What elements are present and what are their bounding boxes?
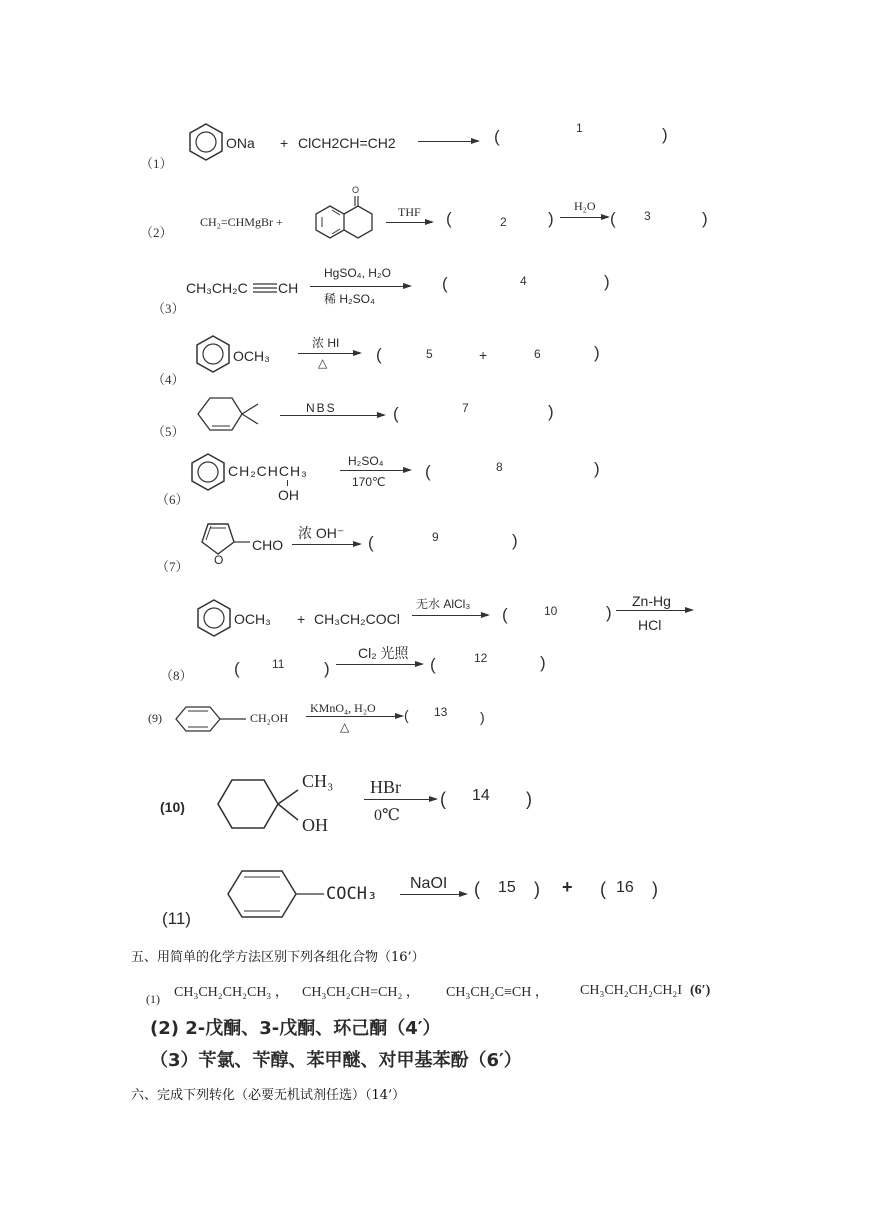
reaction-arrow	[310, 286, 410, 287]
reaction-label: （7）	[156, 559, 189, 574]
section-heading: 五、用简单的化学方法区别下列各组化合物（16’）	[131, 950, 425, 965]
answer-blank-15: 15	[498, 879, 516, 896]
compound-butyne: CH₃CH₂C≡CH ，	[446, 985, 549, 1000]
reactant-1: CH₂OH	[250, 711, 289, 725]
reaction-label: （2）	[140, 225, 173, 240]
plus-sign: +	[297, 611, 306, 627]
close-paren: )	[652, 879, 658, 899]
open-paren: (	[494, 127, 500, 146]
reagent-above-2: Zn-Hg	[632, 593, 671, 609]
answer-blank-6: 6	[534, 347, 541, 361]
reagent-above: NBS	[306, 401, 337, 415]
close-paren: )	[702, 209, 708, 228]
reaction-arrow	[418, 141, 478, 142]
open-paren: (	[446, 209, 452, 228]
reaction-label: （8）	[160, 668, 193, 683]
reaction-arrow	[400, 894, 466, 895]
reaction-label: （5）	[152, 424, 185, 439]
reactant-1-top: CH₃	[302, 771, 334, 791]
section-heading: 六、完成下列转化（必要无机试剂任选）（14’）	[131, 1088, 406, 1103]
reagent-above-1: THF	[398, 205, 421, 219]
plus-sign: +	[479, 347, 488, 363]
reaction-arrow	[616, 610, 692, 611]
reactant-1: ONa	[226, 135, 255, 151]
reagent-above: 浓 HI	[312, 336, 340, 350]
question-1-points: (6′)	[690, 983, 711, 998]
triple-bond-icon	[253, 282, 277, 294]
ring-atom: O	[214, 553, 224, 567]
open-paren: (	[234, 659, 240, 678]
reaction-arrow	[306, 716, 402, 717]
compound-butane: CH₃CH₂CH₂CH₃ ，	[174, 985, 289, 1000]
close-paren: )	[548, 209, 554, 228]
open-paren: (	[442, 274, 448, 293]
reaction-arrow	[364, 799, 436, 800]
close-paren: )	[540, 653, 546, 672]
reactant-1-bottom: OH	[302, 815, 328, 835]
answer-blank-5: 5	[426, 347, 433, 361]
oh-bond	[287, 480, 288, 486]
reaction-label: （3）	[152, 301, 185, 316]
answer-blank-3: 3	[644, 209, 651, 223]
question-1-label: (1)	[146, 992, 160, 1006]
answer-blank-7: 7	[462, 401, 469, 415]
reagent-above: HBr	[370, 777, 401, 797]
open-paren: (	[404, 707, 409, 723]
question-3: （3）苄氯、苄醇、苯甲醚、对甲基苯酚（6′）	[150, 1050, 522, 1071]
reaction-label: (9)	[148, 711, 162, 725]
open-paren: (	[368, 533, 374, 552]
plus-sign: +	[280, 135, 289, 151]
reagent-below: 稀 H₂SO₄	[324, 292, 375, 306]
answer-blank-4: 4	[520, 274, 527, 288]
reaction-label: (10)	[160, 799, 185, 815]
close-paren: )	[594, 343, 600, 362]
tetralone-structure-icon	[314, 185, 386, 244]
answer-blank-9: 9	[432, 530, 439, 544]
question-2: (2) 2-戊酮、3-戊酮、环己酮（4′）	[150, 1018, 441, 1039]
compound-iodobutane: CH₃CH₂CH₂CH₂I	[580, 983, 682, 998]
benzene-ring-icon	[176, 704, 246, 734]
answer-blank-11: 11	[272, 657, 285, 671]
close-paren: )	[604, 272, 610, 291]
svg-text:O: O	[352, 185, 360, 195]
reagent-below: △	[318, 356, 328, 370]
reaction-arrow	[280, 415, 384, 416]
open-paren: (	[610, 209, 616, 228]
open-paren: (	[474, 879, 480, 899]
reagent-below: 0℃	[374, 807, 400, 824]
compound-butene: CH₃CH₂CH=CH₂ ，	[302, 985, 420, 1000]
reagent-above: H₂SO₄	[348, 454, 384, 468]
reactant-1: OCH₃	[234, 611, 271, 627]
plus-sign: +	[562, 877, 573, 897]
reaction-label: （6）	[156, 492, 189, 507]
reaction-arrow	[340, 470, 410, 471]
close-paren: )	[526, 789, 532, 809]
reactant-1-tail: CH	[278, 280, 299, 296]
answer-blank-1: 1	[576, 121, 583, 135]
reagent-above-3: Cl₂ 光照	[358, 645, 409, 661]
benzene-ring-icon	[226, 868, 326, 920]
reagent-above: HgSO₄, H₂O	[324, 266, 391, 280]
cyclohexane-ring-icon	[216, 776, 300, 832]
reagent-above: NaOI	[410, 875, 448, 892]
reaction-label: (11)	[162, 909, 191, 928]
open-paren: (	[425, 462, 431, 481]
reactant-1: CH₂=CHMgBr +	[200, 215, 283, 229]
open-paren: (	[376, 345, 382, 364]
reactant-1: OCH₃	[233, 348, 270, 364]
close-paren: )	[662, 125, 668, 144]
answer-blank-14: 14	[472, 787, 490, 804]
reactant-1-sub: OH	[278, 487, 299, 503]
close-paren: )	[324, 659, 330, 678]
reaction-arrow	[298, 353, 360, 354]
open-paren: (	[600, 879, 606, 899]
dimethylcyclohexene-structure-icon	[190, 396, 270, 432]
open-paren: (	[393, 404, 399, 423]
open-paren: (	[502, 605, 508, 624]
reactant-2: ClCH2CH=CH2	[298, 135, 396, 151]
benzene-ring-icon	[188, 452, 228, 492]
reactant-1: CH₃CH₂C	[186, 280, 248, 296]
reaction-label: （1）	[140, 156, 173, 171]
answer-blank-8: 8	[496, 460, 503, 474]
answer-blank-16: 16	[616, 879, 634, 896]
answer-blank-10: 10	[544, 604, 558, 618]
reaction-arrow	[412, 615, 488, 616]
open-paren: (	[430, 655, 436, 674]
close-paren: )	[512, 531, 518, 550]
answer-blank-2: 2	[500, 215, 507, 229]
reagent-above-2: H₂O	[574, 199, 596, 213]
benzene-ring-icon	[193, 334, 233, 374]
reaction-arrow	[386, 222, 432, 223]
close-paren: )	[606, 603, 612, 622]
close-paren: )	[534, 879, 540, 899]
reagent-below: 170℃	[352, 475, 386, 489]
reaction-arrow	[292, 544, 360, 545]
answer-blank-12: 12	[474, 651, 488, 665]
reagent-above: 浓 OH⁻	[298, 525, 345, 541]
reagent-above: KMnO₄, H₂O	[310, 701, 376, 715]
reaction-arrow	[336, 664, 422, 665]
reactant-1: COCH₃	[326, 884, 378, 904]
reactant-1: CH₂CHCH₃	[228, 463, 308, 479]
reactant-1: CHO	[252, 537, 284, 553]
reagent-above-1: 无水 AlCl₃	[416, 597, 471, 611]
close-paren: )	[480, 709, 485, 725]
close-paren: )	[594, 459, 600, 478]
benzene-ring-icon	[194, 598, 234, 638]
reagent-below-2: HCl	[638, 617, 662, 633]
reaction-arrow	[560, 217, 608, 218]
reagent-below: △	[340, 720, 350, 734]
reaction-label: （4）	[152, 372, 185, 387]
open-paren: (	[440, 789, 446, 809]
benzene-ring-icon	[186, 122, 226, 162]
reactant-2: CH₃CH₂COCl	[314, 611, 400, 627]
answer-blank-13: 13	[434, 705, 448, 719]
close-paren: )	[548, 402, 554, 421]
